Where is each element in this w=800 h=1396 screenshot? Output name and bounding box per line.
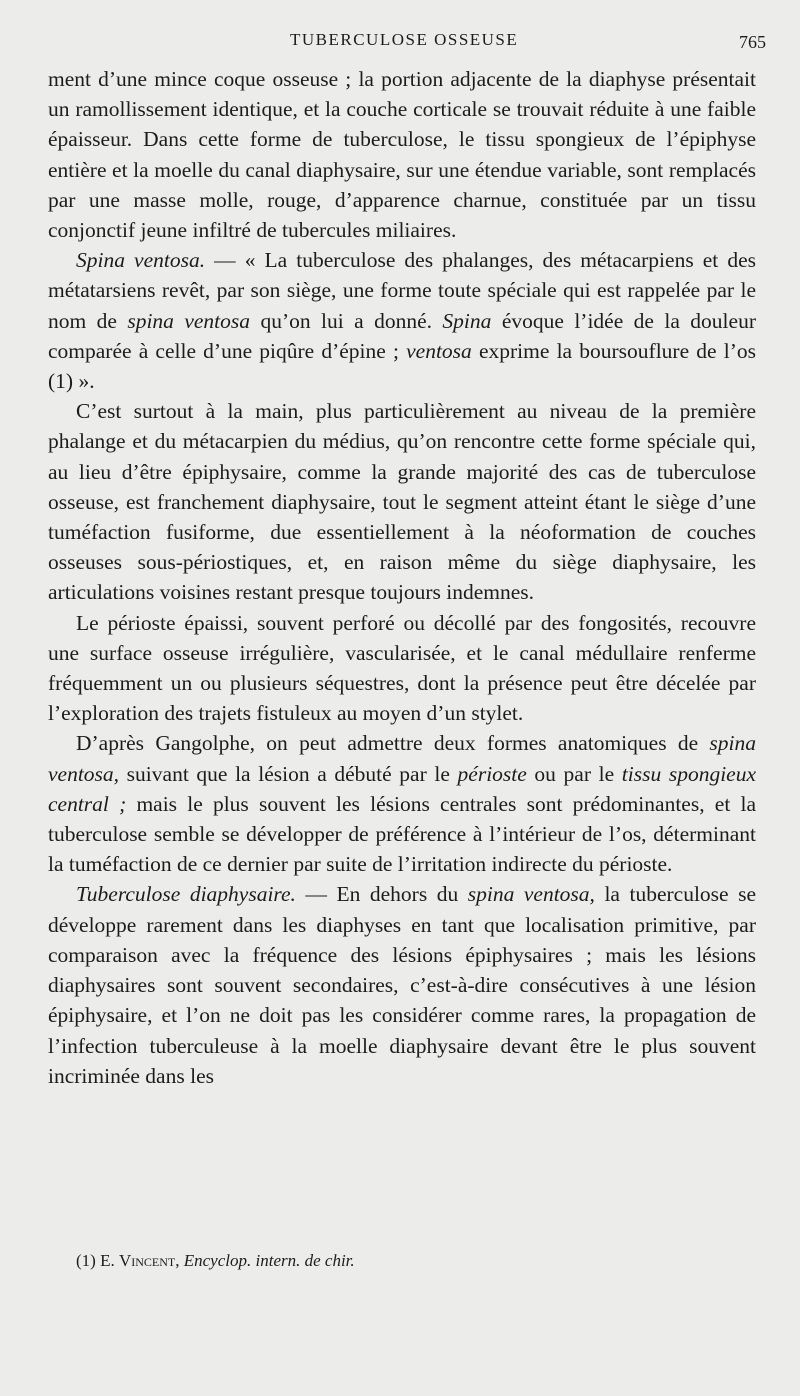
paragraph-spina-ventosa: Spina ventosa. — « La tuberculose des phalanges, des métacarpiens et des métatarsiens revêt, par son siège, une forme toute spéciale qui est rappelée par le nom de spina ventosa qu’on lui a donné. Spina évoque l’idée de la douleur comparée à celle d’une piqûre d’épine ; ventosa exprime la boursouflure de l’os (1) ».	[48, 248, 756, 394]
footnote-author: Vincent,	[118, 1251, 180, 1270]
section-heading-tuberculose-diaphysaire: Tuberculose diaphysaire.	[76, 882, 296, 907]
paragraph-main: C’est surtout à la main, plus particulièrement au niveau de la première phalange et du métacarpien du médius, qu’on rencontre cette forme spéciale qui, au lieu d’être épiphysaire, comme la grande majorité des cas de tuberculose osseuse, est franchement diaphysaire, tout le segment atteint étant le siège d’une tuméfaction fusiforme, due essentiellement à la néoformation de couches osseuses sous-périostiques, et, en raison même du siège diaphysaire, les articulations voisines restant presque toujours indemnes.	[48, 399, 756, 605]
running-title: TUBERCULOSE OSSEUSE	[290, 30, 519, 49]
running-head	[0, 30, 800, 56]
paragraph-periosteum: Le périoste épaissi, souvent perforé ou décollé par des fongosités, recouvre une surface osseuse irrégulière, vascularisée, et le canal médullaire renferme fréquemment un ou plusieurs séquestres, dont la présence peut être décelée par l’exploration des trajets fistuleux au moyen d’un stylet.	[48, 610, 756, 726]
footnote-marker: (1)	[76, 1251, 96, 1270]
page-number: 765	[739, 32, 766, 52]
body-text	[48, 64, 756, 1091]
footnote-work-title: Encyclop. intern. de chir.	[183, 1251, 355, 1270]
paragraph-gangolphe: D’après Gangolphe, on peut admettre deux formes anatomiques de spina ventosa, suivant que la lésion a débuté par le périoste ou par le tissu spongieux central ; mais le plus souvent les lésions centrales sont prédominantes, et la tuberculose semble se développer de préférence à l’intérieur de l’os, déterminant la tuméfaction de ce dernier par suite de l’irritation indirecte du périoste.	[48, 731, 757, 877]
paragraph-tuberculose-diaphysaire: Tuberculose diaphysaire. — En dehors du spina ventosa, la tuberculose se développe rarement dans les diaphyses en tant que localisation primitive, par comparaison avec la fréquence des lésions épiphysaires ; mais les lésions diaphysaires sont souvent secondaires, c’est-à-dire consécutives à une lésion épiphysaire, et l’on ne doit pas les considérer comme rares, la propagation de l’infection tuberculeuse à la moelle diaphysaire devant être le plus souvent incriminée dans les	[48, 882, 757, 1088]
footnote	[76, 1250, 355, 1272]
section-heading-spina-ventosa: Spina ventosa.	[76, 248, 206, 273]
footnote-author-initial: E.	[100, 1251, 115, 1270]
paragraph-continuation: ment d’une mince coque osseuse ; la portion adjacente de la diaphyse présentait un ramollissement identique, et la couche corticale se trouvait réduite à une faible épaisseur. Dans cette forme de tuberculose, le tissu spongieux de l’épiphyse entière et la moelle du canal diaphysaire, sur une étendue variable, sont remplacés par une masse molle, rouge, d’apparence charnue, constituée par un tissu conjonctif jeune infiltré de tubercules miliaires.	[48, 67, 756, 243]
